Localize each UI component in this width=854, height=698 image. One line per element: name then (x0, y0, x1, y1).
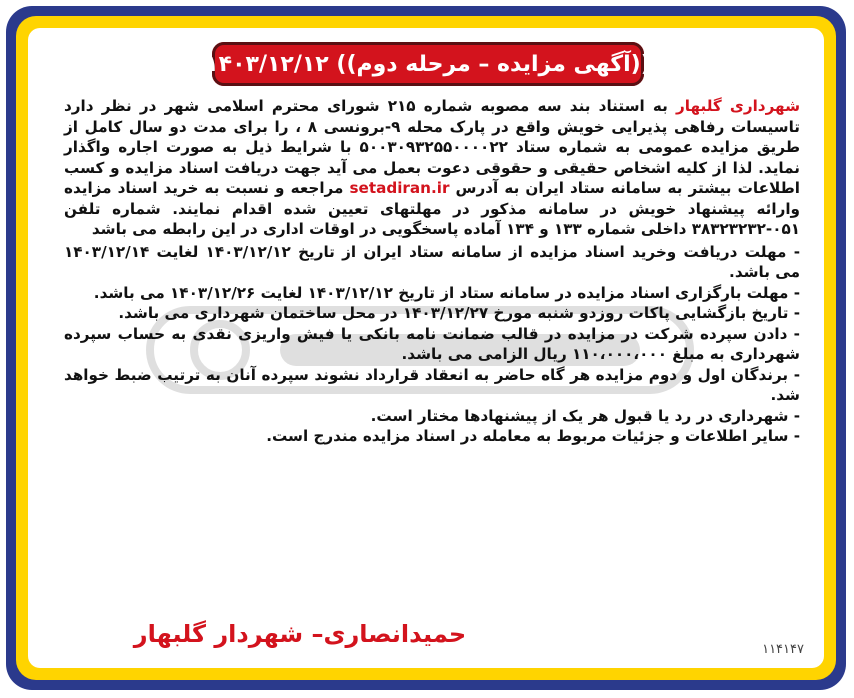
list-item: - تاریخ بازگشایی پاکات روزدو شنبه مورخ ۱۴۰۳/۱۲/۲۷ در محل ساختمان شهرداری می باشد. (64, 303, 800, 324)
intro-text-1: به استناد بند سه مصوبه شماره ۲۱۵ شورای محترم اسلامی شهر در نظر دارد تاسیسات رفاهی پذیرایی خویش واقع در پارک محله ۹-برونسی ۸ ، را برای مدت دو سال کامل از طریق مزایده عمومی به شماره ستاد ۵۰۰۳۰۹۳۲۵۵۰۰۰۰۲۲ با شرایط ذیل به صورت اجاره واگذار نماید. لذا از کلیه اشخاص حقیقی و حقوقی دعوت بعمل می آید جهت دریافت اسناد مزایده و کسب اطلاعات بیشتر به سامانه ستاد ایران به آدرس (64, 97, 800, 197)
list-item: - سایر اطلاعات و جزئیات مربوط به معامله در اسناد مزایده مندرج است. (64, 426, 800, 447)
signature: حمیدانصاری– شهردار گلبهار (133, 620, 467, 648)
list-item: - مهلت دریافت وخرید اسناد مزایده از سامانه ستاد ایران از تاریخ ۱۴۰۳/۱۲/۱۲ لغایت ۱۴۰۳/۱۲/۱۴ می باشد. (64, 242, 800, 283)
list-item: - مهلت بارگزاری اسناد مزایده در سامانه ستاد از تاریخ ۱۴۰۳/۱۲/۱۲ لغایت ۱۴۰۳/۱۲/۲۶ می باشد. (64, 283, 800, 304)
intro-paragraph (64, 96, 800, 240)
intro-text-2: مراجعه و نسبت به خرید اسناد مزایده وارائه پیشنهاد خویش در سامانه مذکور در مهلتهای تعیین شده اقدام نمایند. شماره تلفن ۰۵۱-۳۸۳۲۳۲۳۲ داخلی شماره ۱۳۳ و ۱۳۴ آماده پاسخگویی در اوقات اداری در این رابطه می باشد (64, 179, 800, 238)
ad-code: ۱۱۴۱۴۷ (762, 642, 804, 657)
list-item: - برندگان اول و دوم مزایده هر گاه حاضر به انعقاد قرارداد نشوند سپرده آنان به ترتیب ضبط خواهد شد. (64, 365, 800, 406)
announcement-body (64, 96, 800, 447)
website-link[interactable]: setadiran.ir (349, 179, 450, 197)
list-item: - دادن سپرده شرکت در مزایده در قالب ضمانت نامه بانکی یا فیش واریزی نقدی به حساب سپرده شهرداری به مبلغ ۱۱۰،۰۰۰،۰۰۰ ریال الزامی می باشد. (64, 324, 800, 365)
title-banner (205, 42, 651, 86)
page-title: ((آگهی مزایده – مرحله دوم)) ۱۴۰۳/۱۲/۱۲ (205, 51, 651, 77)
list-item: - شهرداری در رد یا قبول هر یک از پیشنهادها مختار است. (64, 406, 800, 427)
conditions-list (64, 242, 800, 447)
organization-name: شهرداری گلبهار (676, 97, 801, 115)
